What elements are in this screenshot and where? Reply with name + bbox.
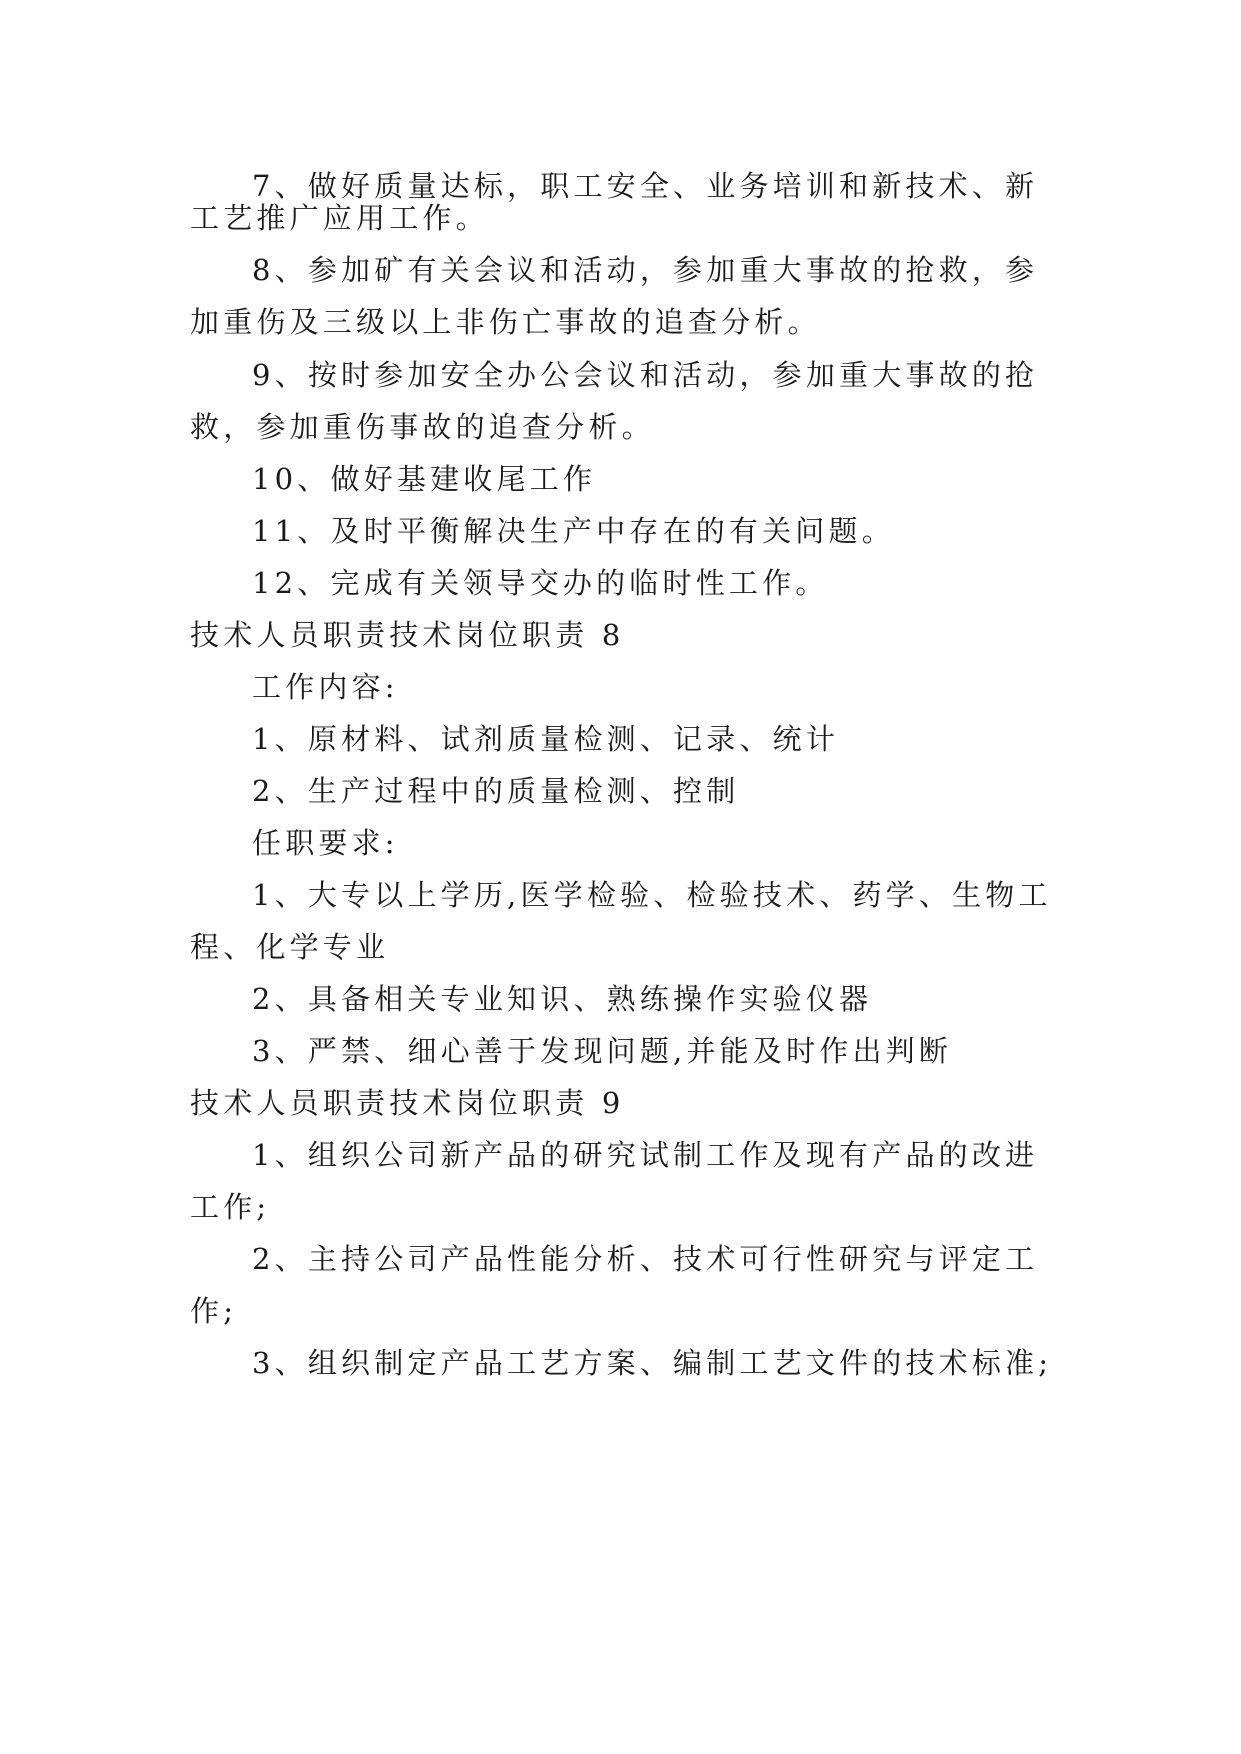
section-heading: 技术人员职责技术岗位职责 8 — [190, 618, 625, 652]
section-heading: 技术人员职责技术岗位职责 9 — [190, 1086, 625, 1120]
text-line: 1、大专以上学历,医学检验、检验技术、药学、生物工 — [252, 878, 1052, 912]
text-line: 1、组织公司新产品的研究试制工作及现有产品的改进 — [252, 1138, 1039, 1172]
text-line: 7、做好质量达标，职工安全、业务培训和新技术、新 — [252, 169, 1039, 203]
text-line: 3、严禁、细心善于发现问题,并能及时作出判断 — [252, 1034, 953, 1068]
text-line: 9、按时参加安全办公会议和活动，参加重大事故的抢 — [252, 358, 1039, 392]
text-line: 加重伤及三级以上非伤亡事故的追查分析。 — [190, 305, 821, 339]
text-line: 工作; — [190, 1190, 271, 1224]
text-line: 救，参加重伤事故的追查分析。 — [190, 410, 655, 444]
text-line: 2、具备相关专业知识、熟练操作实验仪器 — [252, 982, 873, 1016]
text-line: 作; — [190, 1294, 238, 1328]
text-line: 11、及时平衡解决生产中存在的有关问题。 — [252, 514, 895, 548]
text-line: 任职要求: — [252, 826, 399, 860]
text-line: 10、做好基建收尾工作 — [252, 462, 597, 496]
text-line: 工作内容: — [252, 670, 399, 704]
text-line: 12、完成有关领导交办的临时性工作。 — [252, 566, 829, 600]
text-line: 2、主持公司产品性能分析、技术可行性研究与评定工 — [252, 1242, 1039, 1276]
text-line: 3、组织制定产品工艺方案、编制工艺文件的技术标准; — [252, 1346, 1053, 1380]
text-line: 2、生产过程中的质量检测、控制 — [252, 774, 740, 808]
text-line: 1、原材料、试剂质量检测、记录、统计 — [252, 722, 840, 756]
text-line: 8、参加矿有关会议和活动，参加重大事故的抢救，参 — [252, 253, 1039, 287]
text-line: 程、化学专业 — [190, 930, 390, 964]
text-line: 工艺推广应用工作。 — [190, 201, 489, 235]
